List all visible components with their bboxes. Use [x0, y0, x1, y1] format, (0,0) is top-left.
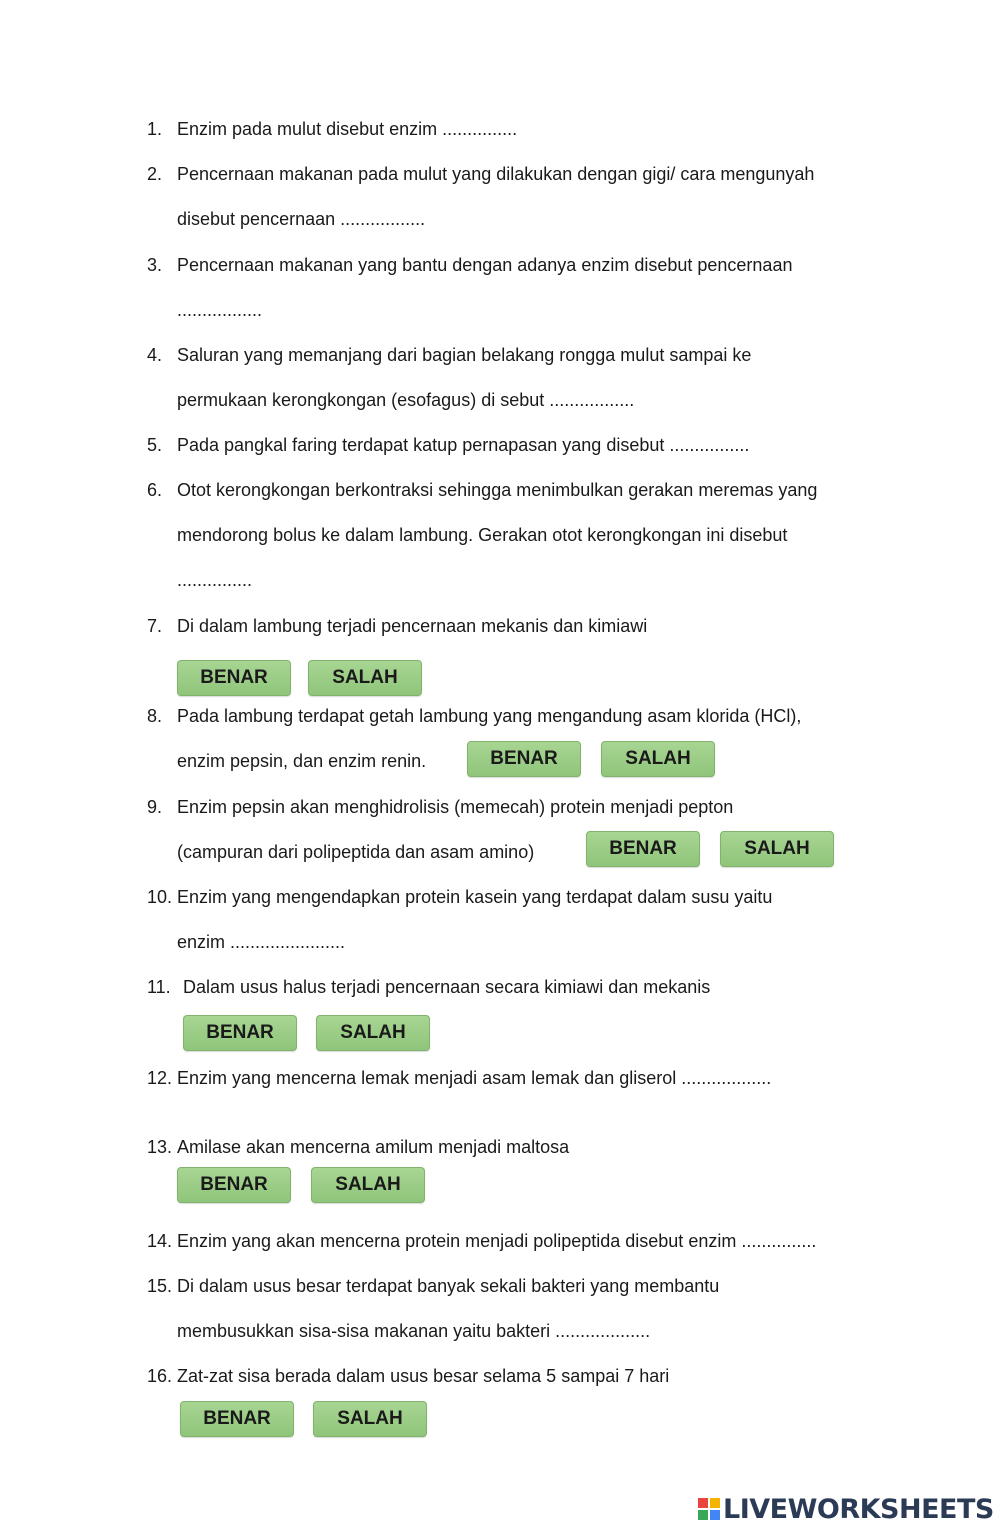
logo-blocks-icon: [698, 1498, 720, 1520]
q2-number: 2.: [147, 164, 163, 184]
q12-text: Enzim yang mencerna lemak menjadi asam lemak dan gliserol ..................: [177, 1068, 772, 1088]
q10-number: 10.: [147, 887, 173, 907]
q1-number: 1.: [147, 119, 163, 139]
q7-number: 7.: [147, 616, 163, 636]
q16-benar-button[interactable]: BENAR: [180, 1401, 294, 1437]
q16-salah-button[interactable]: SALAH: [313, 1401, 427, 1437]
q3-number: 3.: [147, 255, 163, 275]
q8-text-line2: enzim pepsin, dan enzim renin.: [177, 751, 427, 771]
q2-text-line1: Pencernaan makanan pada mulut yang dilakukan dengan gigi/ cara mengunyah: [177, 164, 815, 184]
q11-number: 11.: [147, 977, 171, 997]
q3-text-line1: Pencernaan makanan yang bantu dengan adanya enzim disebut pencernaan: [177, 255, 793, 275]
q6-text-line2: mendorong bolus ke dalam lambung. Gerakan otot kerongkongan ini disebut: [177, 525, 788, 545]
q6-text-line3: ...............: [177, 570, 253, 590]
q13-number: 13.: [147, 1137, 173, 1157]
q5-number: 5.: [147, 435, 163, 455]
q12-number: 12.: [147, 1068, 173, 1088]
q7-salah-button[interactable]: SALAH: [308, 660, 422, 696]
q6-text-line1: Otot kerongkongan berkontraksi sehingga menimbulkan gerakan meremas yang: [177, 480, 818, 500]
q8-text-line1: Pada lambung terdapat getah lambung yang mengandung asam klorida (HCl),: [177, 706, 802, 726]
q15-text-line2: membusukkan sisa-sisa makanan yaitu bakteri ...................: [177, 1321, 651, 1341]
q13-text: Amilase akan mencerna amilum menjadi maltosa: [177, 1137, 570, 1157]
q9-benar-button[interactable]: BENAR: [586, 831, 700, 867]
q14-text: Enzim yang akan mencerna protein menjadi polipeptida disebut enzim ...............: [177, 1231, 817, 1251]
logo-text: LIVEWORKSHEETS: [723, 1493, 994, 1525]
q9-salah-button[interactable]: SALAH: [720, 831, 834, 867]
q4-text-line1: Saluran yang memanjang dari bagian belakang rongga mulut sampai ke: [177, 345, 752, 365]
q7-benar-button[interactable]: BENAR: [177, 660, 291, 696]
q9-text-line1: Enzim pepsin akan menghidrolisis (memecah) protein menjadi pepton: [177, 797, 734, 817]
q1-text: Enzim pada mulut disebut enzim ...............: [177, 119, 518, 139]
q15-number: 15.: [147, 1276, 173, 1296]
q7-text: Di dalam lambung terjadi pencernaan mekanis dan kimiawi: [177, 616, 648, 636]
q11-benar-button[interactable]: BENAR: [183, 1015, 297, 1051]
q2-text-line2: disebut pencernaan .................: [177, 209, 426, 229]
q11-text: Dalam usus halus terjadi pencernaan secara kimiawi dan mekanis: [183, 977, 711, 997]
q16-number: 16.: [147, 1366, 173, 1386]
q15-text-line1: Di dalam usus besar terdapat banyak sekali bakteri yang membantu: [177, 1276, 720, 1296]
q13-salah-button[interactable]: SALAH: [311, 1167, 425, 1203]
q5-text: Pada pangkal faring terdapat katup pernapasan yang disebut ................: [177, 435, 750, 455]
q14-number: 14.: [147, 1231, 173, 1251]
q6-number: 6.: [147, 480, 163, 500]
q10-text-line2: enzim .......................: [177, 932, 346, 952]
q8-number: 8.: [147, 706, 163, 726]
q4-text-line2: permukaan kerongkongan (esofagus) di sebut .................: [177, 390, 635, 410]
q8-salah-button[interactable]: SALAH: [601, 741, 715, 777]
q4-number: 4.: [147, 345, 163, 365]
q3-text-line2: .................: [177, 300, 263, 320]
q16-text: Zat-zat sisa berada dalam usus besar selama 5 sampai 7 hari: [177, 1366, 670, 1386]
q9-text-line2: (campuran dari polipeptida dan asam amino): [177, 842, 535, 862]
liveworksheets-logo: [698, 1492, 994, 1526]
q8-benar-button[interactable]: BENAR: [467, 741, 581, 777]
q10-text-line1: Enzim yang mengendapkan protein kasein yang terdapat dalam susu yaitu: [177, 887, 773, 907]
q9-number: 9.: [147, 797, 163, 817]
q11-salah-button[interactable]: SALAH: [316, 1015, 430, 1051]
q13-benar-button[interactable]: BENAR: [177, 1167, 291, 1203]
